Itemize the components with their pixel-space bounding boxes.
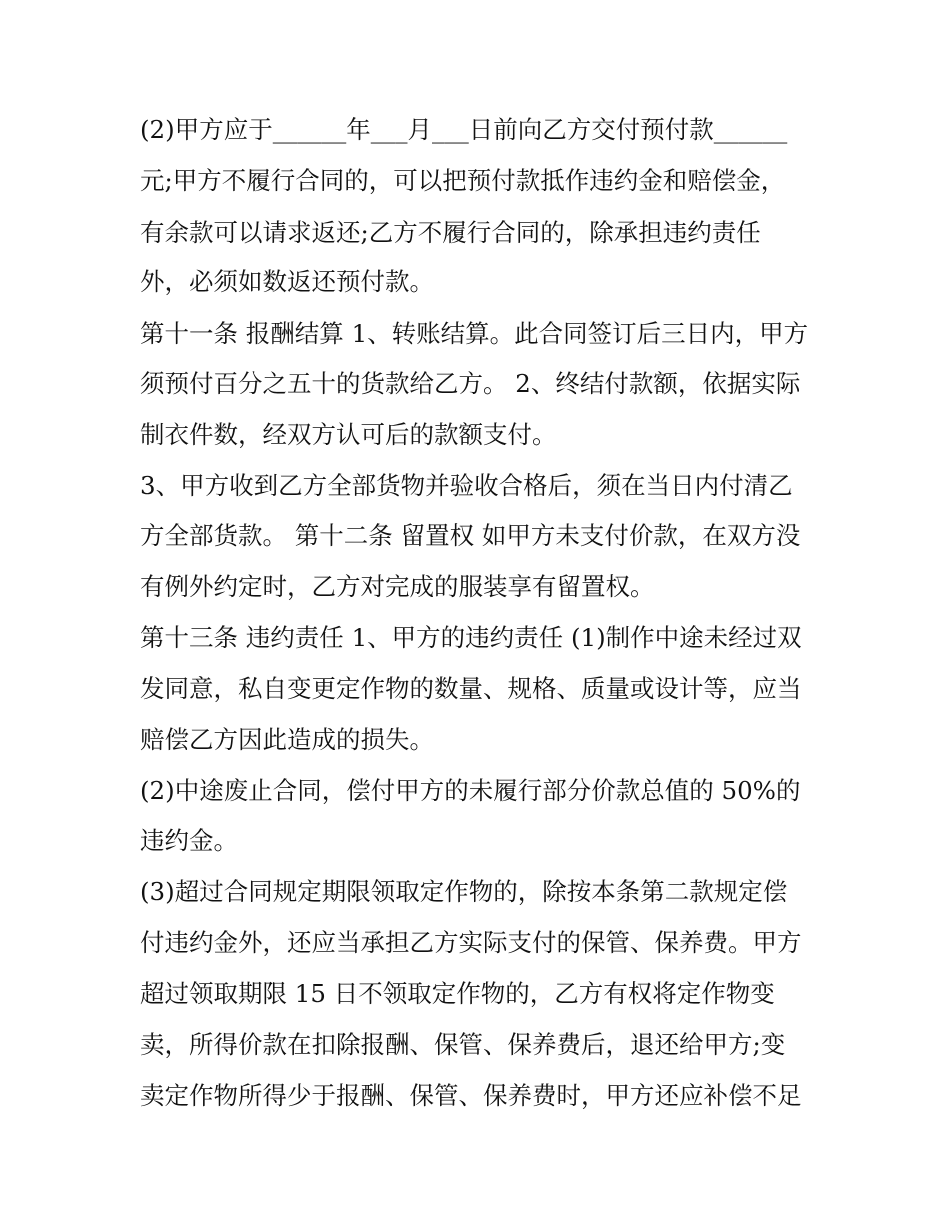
text-line: 违约金。 xyxy=(140,826,238,855)
text-line: (2)甲方应于______年___月___日前向乙方交付预付款______ xyxy=(140,115,788,144)
text-line: 超过领取期限 15 日不领取定作物的，乙方有权将定作物变 xyxy=(140,979,775,1008)
text-line: 有余款可以请求返还;乙方不履行合同的，除承担违约责任 xyxy=(140,218,761,247)
text-line: 卖定作物所得少于报酬、保管、保养费时，甲方还应补偿不足 xyxy=(140,1081,802,1110)
text-line: 有例外约定时，乙方对完成的服装享有留置权。 xyxy=(140,572,655,601)
text-line: 赔偿乙方因此造成的损失。 xyxy=(140,725,434,754)
text-line: 第十一条 报酬结算 1、转账结算。此合同签订后三日内，甲方 xyxy=(140,319,809,348)
text-line: 制衣件数，经双方认可后的款额支付。 xyxy=(140,420,557,449)
text-line: (2)中途废止合同，偿付甲方的未履行部分价款总值的 50%的 xyxy=(140,776,801,805)
text-line: 3、甲方收到乙方全部货物并验收合格后，须在当日内付清乙 xyxy=(140,471,793,500)
text-line: 付违约金外，还应当承担乙方实际支付的保管、保养费。甲方 xyxy=(140,928,802,957)
text-line: 第十三条 违约责任 1、甲方的违约责任 (1)制作中途未经过双 xyxy=(140,623,802,652)
text-line: 元;甲方不履行合同的，可以把预付款抵作违约金和赔偿金， xyxy=(140,166,786,195)
text-line: 卖，所得价款在扣除报酬、保管、保养费后，退还给甲方;变 xyxy=(140,1030,786,1059)
text-line: (3)超过合同规定期限领取定作物的，除按本条第二款规定偿 xyxy=(140,877,788,906)
text-line: 发同意，私自变更定作物的数量、规格、质量或设计等，应当 xyxy=(140,674,802,703)
text-line: 外，必须如数返还预付款。 xyxy=(140,267,434,296)
text-line: 方全部货款。 第十二条 留置权 如甲方未支付价款，在双方没 xyxy=(140,521,801,550)
text-line: 须预付百分之五十的货款给乙方。 2、终结付款额，依据实际 xyxy=(140,369,801,398)
